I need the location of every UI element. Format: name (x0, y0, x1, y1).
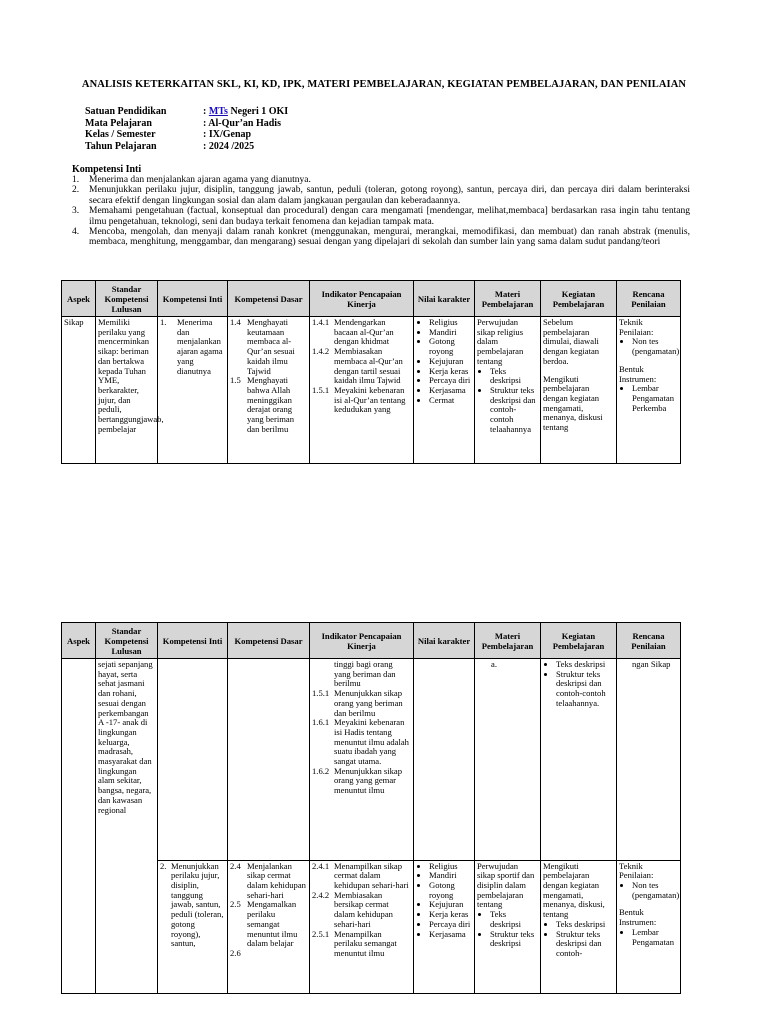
materi-item: • Struktur teks deskripsi dan contoh-contoh telaahannya (490, 386, 538, 435)
table-row (62, 659, 681, 861)
materi-item: • Teks deskripsi (490, 910, 538, 929)
nilai-item: • Kerja keras (429, 910, 472, 920)
table-header-row (62, 623, 681, 659)
nilai-item: • Religius (429, 318, 472, 328)
header-ki: Kompetensi Inti (158, 623, 228, 659)
header-ipk: Indikator Pencapaian Kinerja (310, 281, 414, 317)
cell-ipk: tinggi bagi orang yang beriman dan berilmu 1.5.1 Menunjukkan sikap orang yang beriman dan berilmu 1.6.1 Meyakini kebenaran isi Hadis tentang menuntut ilmu adalah suatu ibadah yang sangat utama. 1.6.2 Menunjukkan sikap orang yang gemar menuntut ilmu (312, 660, 411, 858)
rencana-item: • Lembar Pengamatan Perkemba (632, 384, 678, 413)
nilai-item: • Mandiri (429, 328, 472, 338)
header-nilai: Nilai karakter (414, 281, 475, 317)
meta-tahun-value: : 2024 /2025 (203, 140, 255, 152)
ki-list (72, 175, 690, 248)
header-kegiatan: Kegiatan Pembelajaran (541, 281, 617, 317)
ki-item: 3. Memahami pengetahuan (factual, konseptual dan procedural) dengan cara mengamati [mendengar, melihat,membaca] berdasarkan rasa ingin tahu tentang ilmu pengetahuan, teknologi, seni dan budaya terkait fenomena dan kejadian tampak mata. (72, 206, 690, 227)
ipk-item: 1.5.1 Menunjukkan sikap orang yang beriman dan berilmu (312, 688, 403, 718)
nilai-item: • Kerjasama (429, 386, 472, 396)
cell-ki: 2. Menunjukkan perilaku jujur, disiplin, tanggung jawab, santun, peduli (toleran, gotong royong), santun, (160, 860, 224, 949)
cell-aspek: Sikap (64, 317, 84, 327)
cell-nilai (416, 318, 472, 462)
header-skl: Standar Kompetensi Lulusan (96, 623, 158, 659)
nilai-item: • Gotong royong (429, 881, 472, 900)
header-ipk: Indikator Pencapaian Kinerja (310, 623, 414, 659)
ipk-item: 1.6.1 Meyakini kebenaran isi Hadis tentang menuntut ilmu adalah suatu ibadah yang sangat utama. (312, 717, 409, 767)
ki-item: 4. Mencoba, mengolah, dan menyaji dalam ranah konkret (menggunakan, mengurai, merangkai, memodifikasi, dan membuat) dan ranah abstrak (menulis, membaca, menghitung, menggambar, dan mengarang) sesuai dengan yang dipelajari di sekolah dan sumber lain yang sama dalam sudut pandang/teori (72, 227, 690, 248)
cell-kegiatan (543, 660, 614, 858)
header-kegiatan: Kegiatan Pembelajaran (541, 623, 617, 659)
ipk-item: 1.5.1 Meyakini kebenaran isi al-Qur’an tentang kedudukan yang (312, 384, 406, 415)
cell-ki (160, 660, 225, 858)
nilai-item: • Kerjasama (429, 930, 472, 940)
analysis-table-1 (61, 280, 681, 464)
meta-mapel-value: : Al-Qur’an Hadis (203, 117, 281, 129)
cell-kegiatan: Mengikuti pembelajaran dengan kegiatan mengamati, menanya, diskusi, tentang • Teks deskripsi • Struktur teks deskripsi dan contoh- (543, 862, 614, 992)
materi-item: • Struktur teks deskripsi (490, 930, 538, 949)
cell-skl: Memiliki perilaku yang mencerminkan sikap: beriman dan bertakwa kepada Tuhan YME, berkarakter, jujur, dan peduli, bertanggungjawab, pembelajar (98, 317, 164, 434)
kegiatan-item: • Teks deskripsi (556, 920, 614, 930)
meta-kelas-label: Kelas / Semester (85, 129, 156, 140)
cell-nilai (416, 660, 472, 858)
rencana-item: • Non tes (pengamatan) (632, 337, 678, 356)
ipk-item: 1.4.1 Mendengarkan bacaan al-Qur’an dengan khidmat (312, 317, 394, 347)
cell-rencana: Teknik Penilaian: • Non tes (pengamatan) Bentuk Instrumen: • Lembar Pengamatan Perkemba (619, 318, 678, 462)
nilai-item: • Percaya diri (429, 920, 472, 930)
cell-kegiatan: Sebelum pembelajaran dimulai, diawali dengan kegiatan berdoa. Mengikuti pembelajaran dengan kegiatan mengamati, menanya, diskusi tentang (543, 317, 603, 433)
document-meta (85, 106, 288, 152)
meta-tahun-label: Tahun Pelajaran (85, 140, 157, 152)
header-materi: Materi Pembelajaran (475, 281, 541, 317)
header-skl: Standar Kompetensi Lulusan (96, 281, 158, 317)
ipk-item: 2.4.2 Membiasakan bersikap cermat dalam kehidupan sehari-hari (312, 889, 393, 929)
cell-materi: Perwujudan sikap religius dalam pembelajaran tentang • Teks deskripsi • Struktur teks deskripsi dan contoh-contoh telaahannya (477, 318, 538, 462)
cell-rencana: ngan Sikap (632, 659, 671, 669)
nilai-item: • Kerja keras (429, 367, 472, 377)
header-ki: Kompetensi Inti (158, 281, 228, 317)
cell-aspek (64, 660, 93, 992)
nilai-item: • Cermat (429, 396, 472, 406)
header-kd: Kompetensi Dasar (228, 623, 310, 659)
kd-item: 2.4 Menjalankan sikap cermat dalam kehidupan sehari-hari (230, 860, 306, 900)
cell-skl: sejati sepanjang hayat, serta sehat jasmani dan rohani, sesuai dengan perkembangan A -17- anak di lingkungan keluarga, madrasah, masyarakat dan lingkungan alam sekitar, bangsa, negara, dan kawasan regional (98, 659, 153, 815)
cell-kd (230, 862, 307, 992)
kegiatan-item: • Struktur teks deskripsi dan contoh-contoh telaahannya. (556, 670, 614, 709)
cell-kd (230, 318, 307, 462)
cell-materi: a. (491, 659, 497, 669)
header-aspek: Aspek (62, 623, 96, 659)
meta-kelas-value: : IX/Genap (203, 129, 252, 140)
kegiatan-item: • Teks deskripsi (556, 660, 614, 670)
materi-item: • Teks deskripsi (490, 367, 538, 386)
header-rencana: Rencana Penilaian (617, 281, 681, 317)
cell-ipk (312, 318, 411, 462)
kd-item: 1.5 Menghayati bahwa Allah meninggikan derajat orang yang beriman dan berilmu (230, 375, 295, 434)
meta-satuan-value: : MTs Negeri 1 OKI (203, 106, 289, 117)
header-rencana: Rencana Penilaian (617, 623, 681, 659)
nilai-item: • Kejujuran (429, 900, 472, 910)
rencana-item: • Non tes (pengamatan) (632, 881, 678, 900)
analysis-table-2 (61, 622, 681, 994)
table-row (62, 317, 681, 464)
ki-heading: Kompetensi Inti (72, 164, 142, 175)
nilai-item: • Religius (429, 862, 472, 872)
header-aspek: Aspek (62, 281, 96, 317)
ipk-item: 2.5.1 Menampilkan perilaku semangat menuntut ilmu (312, 928, 397, 958)
kd-item: 1.4 Menghayati keutamaan membaca al-Qur’an sesuai kaidah ilmu Tajwid (230, 317, 295, 376)
table-header-row (62, 281, 681, 317)
header-kd: Kompetensi Dasar (228, 281, 310, 317)
rencana-item: • Lembar Pengamatan (632, 928, 678, 947)
cell-ki: 1. Menerima dan menjalankan ajaran agama yang dianutnya (160, 317, 223, 376)
cell-nilai (416, 862, 472, 992)
cell-materi: Perwujudan sikap sportif dan disiplin dalam pembelajaran tentang • Teks deskripsi • Struktur teks deskripsi (477, 862, 538, 992)
ipk-item: 2.4.1 Menampilkan sikap cermat dalam kehidupan sehari-hari (312, 860, 409, 890)
kegiatan-item: • Struktur teks deskripsi dan contoh- (556, 930, 614, 959)
header-materi: Materi Pembelajaran (475, 623, 541, 659)
nilai-item: • Percaya diri (429, 376, 472, 386)
nilai-item: • Gotong royong (429, 337, 472, 356)
meta-mapel-label: Mata Pelajaran (85, 117, 152, 129)
ki-item: 2. Menunjukkan perilaku jujur, disiplin, tanggung jawab, santun, peduli (toleran, gotong royong), santun, percaya diri, dan percaya diri dalam berinteraksi secara efektif dengan lingkungan sosial dan alam dalam jangkauan pergaulan dan keberadaannya. (72, 185, 690, 206)
kd-item: 2.5 Mengamalkan perilaku semangat menuntut ilmu dalam belajar (230, 899, 298, 949)
cell-rencana: Teknik Penilaian: • Non tes (pengamatan) Bentuk Instrumen: • Lembar Pengamatan (619, 862, 678, 992)
ki-item: 1. Menerima dan menjalankan ajaran agama yang dianutnya. (72, 175, 311, 185)
cell-kd (230, 660, 307, 858)
ipk-item: 1.6.2 Menunjukkan sikap orang yang gemar menuntut ilmu (312, 765, 403, 796)
meta-satuan-label: Satuan Pendidikan (85, 106, 167, 117)
kd-item: 2.6 (230, 947, 241, 958)
header-nilai: Nilai karakter (414, 623, 475, 659)
ipk-item: 1.4.2 Membiasakan membaca al-Qur’an dengan tartil sesuai kaidah ilmu Tajwid (312, 346, 403, 386)
mts-link[interactable]: MTs (208, 106, 228, 117)
nilai-item: • Kejujuran (429, 357, 472, 367)
document-title: ANALISIS KETERKAITAN SKL, KI, KD, IPK, MATERI PEMBELAJARAN, KEGIATAN PEMBELAJARAN, DAN PENILAIAN (81, 79, 687, 90)
cell-ipk (312, 862, 411, 992)
nilai-item: • Mandiri (429, 871, 472, 881)
